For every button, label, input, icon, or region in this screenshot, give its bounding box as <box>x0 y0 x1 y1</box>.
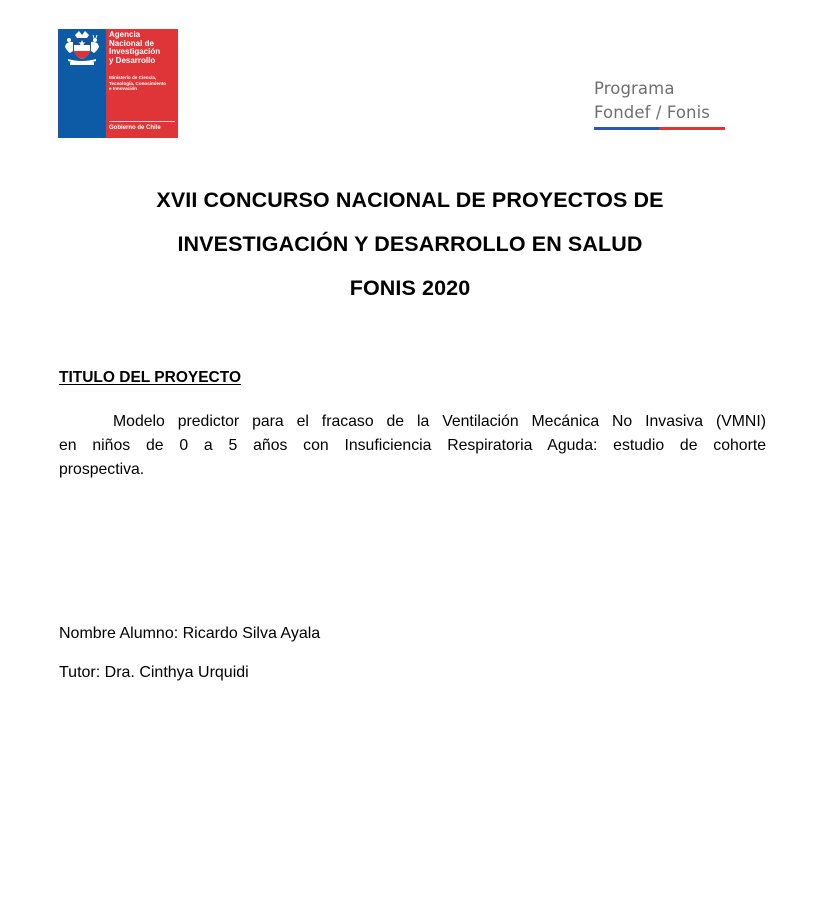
project-title-line: Modelo predictor para el fracaso de la Ventilación Mecánica No Invasiva (VMNI) <box>113 413 766 430</box>
title-line: XVII CONCURSO NACIONAL DE PROYECTOS DE <box>156 188 664 212</box>
ministry-name <box>109 75 177 92</box>
tutor-name: Tutor: Dra. Cinthya Urquidi <box>59 664 249 681</box>
logo-blue-panel <box>58 29 106 138</box>
agency-name-line: Investigación <box>109 47 161 57</box>
ministry-name-line: Ministerio de Ciencia, <box>109 75 157 80</box>
chile-coat-of-arms-icon <box>58 29 106 138</box>
program-label: Programa <box>594 79 675 98</box>
project-title-line: en niños de 0 a 5 años con Insuficiencia Respiratoria Aguda: estudio de cohorte <box>59 437 766 454</box>
ministry-name-line: Tecnología, Conocimiento <box>109 80 167 86</box>
ministry-name-line: e Innovación <box>109 86 138 92</box>
project-title-line: prospectiva. <box>59 461 145 478</box>
agency-name-line: Nacional de <box>109 38 154 48</box>
agency-name <box>109 31 177 65</box>
logo-divider <box>109 121 175 122</box>
agency-name-line: y Desarrollo <box>109 55 156 65</box>
government-label: Gobierno de Chile <box>109 125 161 131</box>
anid-logo <box>58 29 178 138</box>
title-line: INVESTIGACIÓN Y DESARROLLO EN SALUD <box>177 232 643 256</box>
program-underline <box>594 127 725 130</box>
title-line: FONIS 2020 <box>349 276 471 300</box>
section-heading: TITULO DEL PROYECTO <box>59 369 241 386</box>
document-title <box>0 178 820 310</box>
student-name: Nombre Alumno: Ricardo Silva Ayala <box>59 625 321 642</box>
program-underline-red <box>659 127 725 130</box>
agency-name-line: Agencia <box>109 30 141 39</box>
program-name: Fondef / Fonis <box>594 103 710 122</box>
logo-red-panel <box>106 29 178 138</box>
project-title-paragraph <box>59 410 766 482</box>
program-logo <box>594 77 726 130</box>
program-underline-blue <box>594 127 659 130</box>
